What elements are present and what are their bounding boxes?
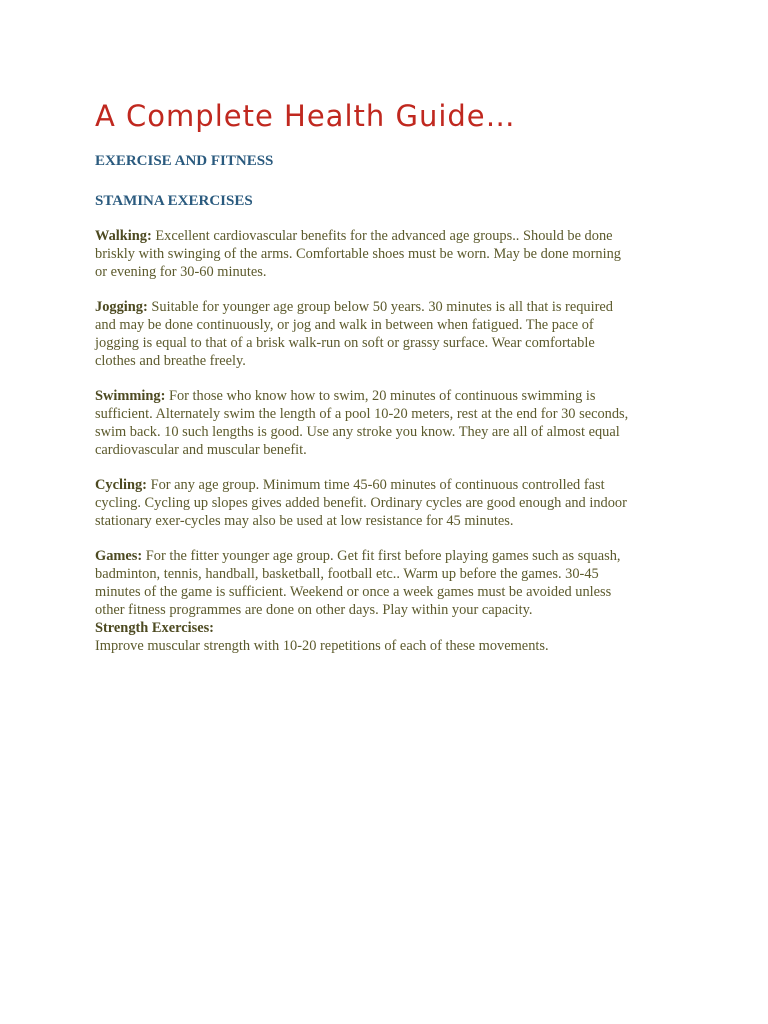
section-heading: EXERCISE AND FITNESS [95,153,274,169]
jogging-line-2: and may be done continuously, or jog and walk in between when fatigued. The pace of [95,317,594,333]
games-line-2: badminton, tennis, handball, basketball, football etc.. Warm up before the games. 30-45 [95,566,599,582]
paragraph-swimming [95,387,685,459]
cycling-label: Cycling: [95,477,147,493]
games-line-1: Games: For the fitter younger age group. Get fit first before playing games such as squash, [95,548,621,564]
swimming-label: Swimming: [95,388,166,404]
paragraph-jogging [95,298,685,370]
games-line-4: other fitness programmes are done on other days. Play within your capacity. [95,602,533,618]
games-label: Games: [95,548,143,564]
cycling-line-1: Cycling: For any age group. Minimum time 45-60 minutes of continuous controlled fast [95,477,605,493]
paragraph-games [95,547,685,619]
swimming-line-1: Swimming: For those who know how to swim, 20 minutes of continuous swimming is [95,388,596,404]
jogging-line-3: jogging is equal to that of a brisk walk-run on soft or grassy surface. Wear comfortable [95,335,595,351]
games-line-3: minutes of the game is sufficient. Weekend or once a week games must be avoided unless [95,584,612,600]
walking-line-3: or evening for 30-60 minutes. [95,264,267,280]
cycling-line-2: cycling. Cycling up slopes gives added benefit. Ordinary cycles are good enough and indoor [95,495,627,511]
swimming-line-3: swim back. 10 such lengths is good. Use any stroke you know. They are all of almost equal [95,424,620,440]
jogging-line-1: Jogging: Suitable for younger age group below 50 years. 30 minutes is all that is required [95,299,613,315]
paragraph-cycling [95,476,685,530]
swimming-line-2: sufficient. Alternately swim the length of a pool 10-20 meters, rest at the end for 30 seconds, [95,406,629,422]
strength-body: Improve muscular strength with 10-20 repetitions of each of these movements. [95,638,549,654]
paragraph-walking [95,227,685,281]
swimming-line-4: cardiovascular and muscular benefit. [95,442,307,458]
jogging-label: Jogging: [95,299,148,315]
document-page [95,98,685,655]
cycling-line-3: stationary exer-cycles may also be used at low resistance for 45 minutes. [95,513,514,529]
subsection-heading: STAMINA EXERCISES [95,193,253,209]
walking-line-2: briskly with swinging of the arms. Comfortable shoes must be worn. May be done morning [95,246,621,262]
jogging-line-4: clothes and breathe freely. [95,353,246,369]
walking-line-1: Walking: Excellent cardiovascular benefits for the advanced age groups.. Should be done [95,228,613,244]
walking-label: Walking: [95,228,152,244]
page-title: A Complete Health Guide… [95,99,516,133]
strength-heading: Strength Exercises: [95,620,214,636]
